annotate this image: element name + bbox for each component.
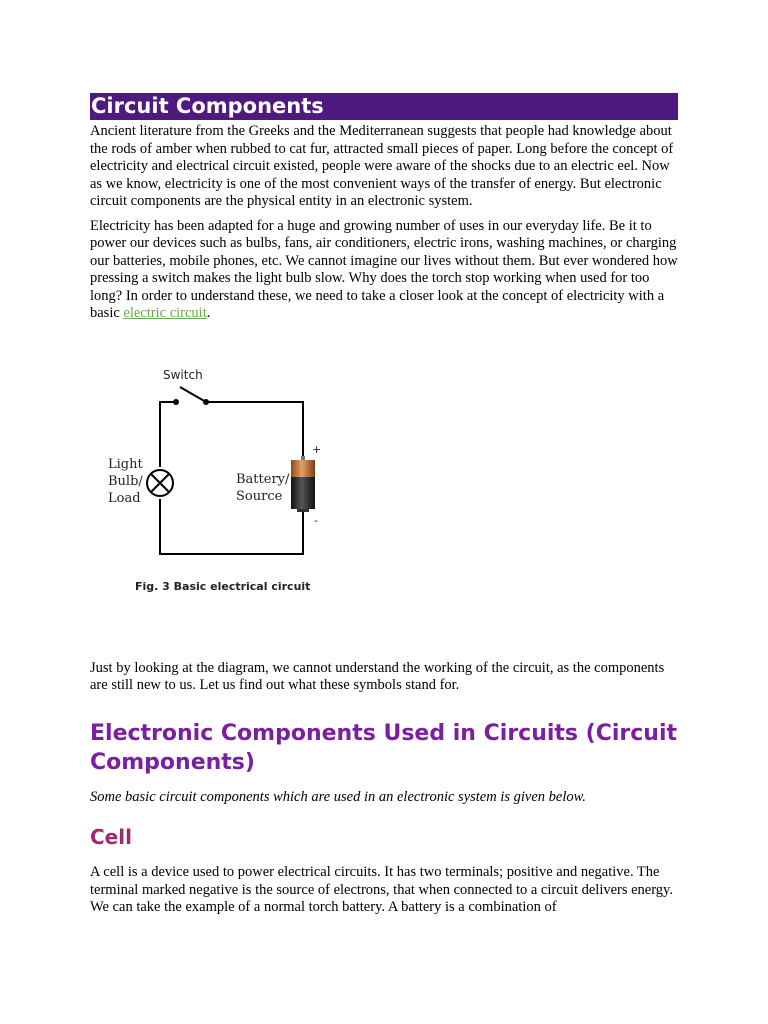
intro-paragraph: Ancient literature from the Greeks and the Mediterranean suggests that people had knowledge about the rods of amber when rubbed to cat fur, attracted small pieces of paper. Long before the concept of electricity and electrical circuit existed, people were aware of the shocks due to an electric eel. Now as we know, electricity is one of the most convenient ways of the transfer of energy. But electronic circuit components are the physical entity in an electronic system.	[90, 123, 674, 209]
electricity-paragraph-end: .	[206, 305, 211, 321]
switch-lever	[180, 387, 206, 402]
figure-caption: Fig. 3 Basic electrical circuit	[135, 579, 311, 593]
light-bulb-icon	[147, 470, 173, 496]
positive-terminal-label: +	[312, 442, 322, 456]
wire-left-bottom	[160, 499, 303, 554]
switch-label: Switch	[163, 367, 203, 382]
switch-contact-left	[173, 399, 179, 405]
electric-circuit-link[interactable]: electric circuit	[123, 305, 207, 321]
electricity-paragraph	[90, 218, 678, 323]
battery-icon	[291, 456, 315, 512]
bulb-label-line3: Load	[108, 490, 141, 506]
circuit-diagram	[90, 330, 678, 660]
wire-left-top	[160, 402, 174, 467]
section-heading: Electronic Components Used in Circuits (Circuit Components)	[90, 720, 678, 775]
battery-label-line2: Source	[236, 488, 283, 504]
cell-paragraph: A cell is a device used to power electrical circuits. It has two terminals; positive and negative. The terminal marked negative is the source of electrons, that when connected to a circuit delivers energy. We can take the example of a normal torch battery. A battery is a combination of	[90, 864, 673, 915]
wire-right-top	[205, 402, 303, 458]
italic-note: Some basic circuit components which are used in an electronic system is given below.	[90, 788, 586, 805]
diagram-paragraph: Just by looking at the diagram, we cannot understand the working of the circuit, as the components are still new to us. Let us find out what these symbols stand for.	[90, 659, 665, 693]
bulb-label-line1: Light	[108, 456, 143, 472]
bulb-label-line2: Bulb/	[108, 473, 143, 489]
electricity-paragraph-text: Electricity has been adapted for a huge and growing number of uses in our everyday life. Be it to power our devices such as bulbs, fans, air conditioners, electric irons, washing machines, or charging our batteries, mobile phones, etc. We cannot imagine our lives without them. But ever wondered how pressing a switch makes the light bulb slow. Why does the torch stop working when used for too long? In order to understand these, we need to take a closer look at the concept of electricity with a basic	[90, 217, 678, 321]
page-title: Circuit Components	[90, 93, 678, 120]
document-page	[90, 93, 678, 924]
battery-label-line1: Battery/	[236, 471, 290, 487]
circuit-figure	[90, 330, 678, 660]
negative-terminal-label: -	[314, 513, 318, 527]
subsection-heading-cell: Cell	[90, 825, 132, 849]
